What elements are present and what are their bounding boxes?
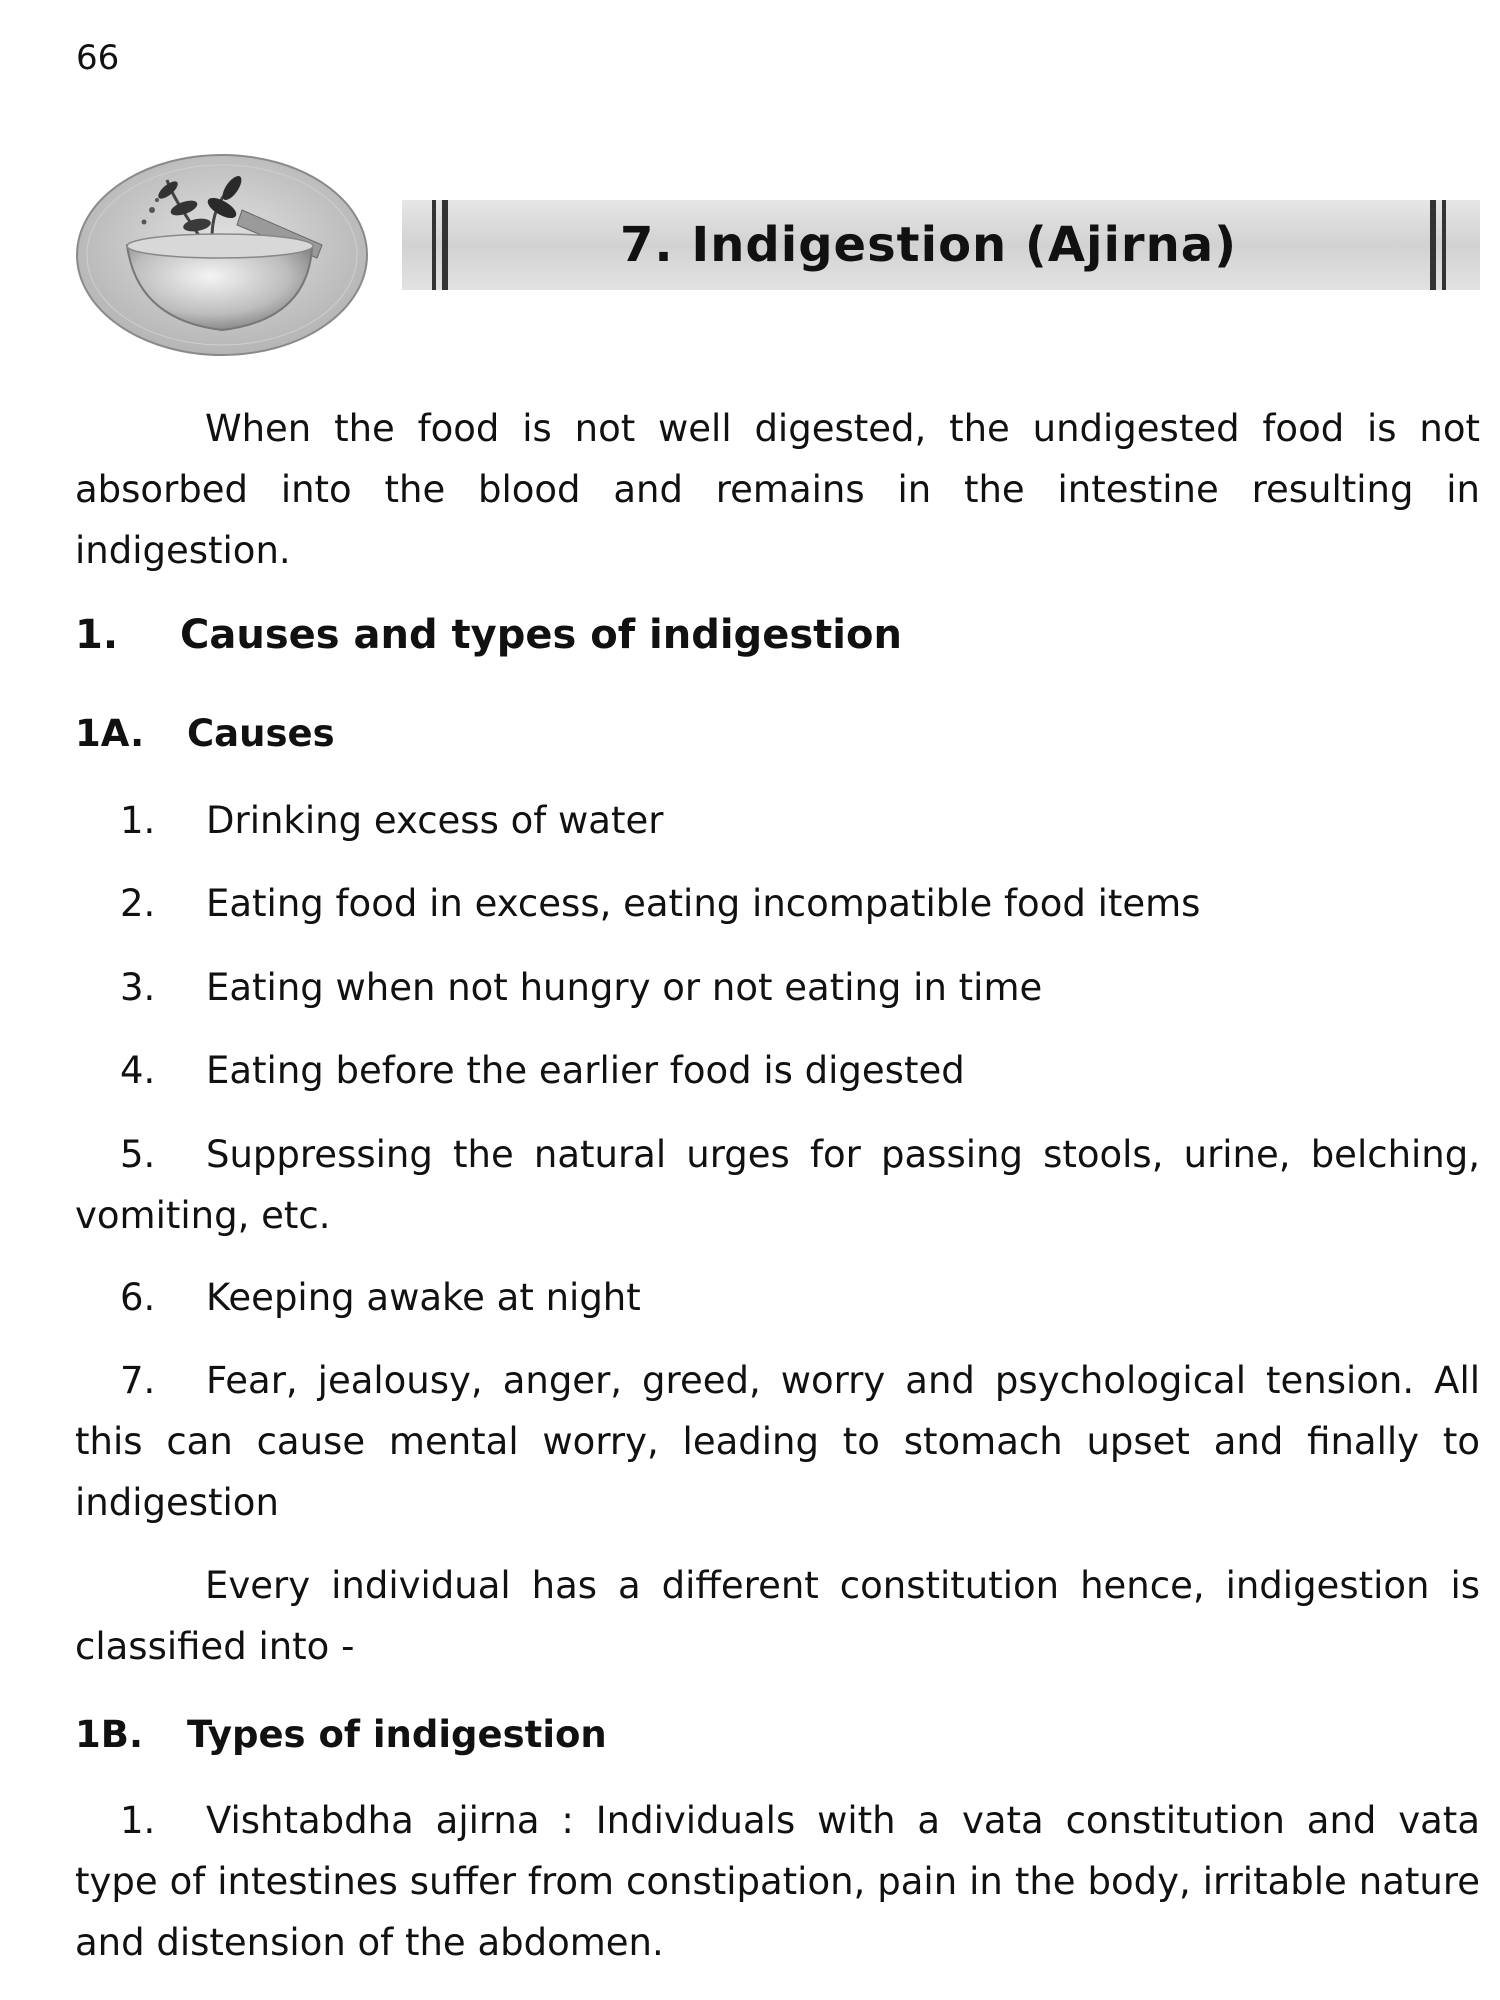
section-1b-title: Types of indigestion: [187, 1713, 607, 1756]
list-item-text: Vishtabdha ajirna : Individuals with a vata constitution and vata type of intestines suffer from constipation, pain in the body, irritable nature and distension of the abdomen.: [75, 1799, 1480, 1964]
list-item-text: Suppressing the natural urges for passing stools, urine, belching, vomiting, etc.: [75, 1133, 1480, 1237]
constitution-paragraph: Every individual has a different constitution hence, indigestion is classified into -: [75, 1564, 1480, 1668]
list-item: [120, 873, 1200, 934]
title-bar-left-2: [442, 200, 448, 290]
section-1a-title: Causes: [187, 712, 335, 755]
section-1b-number: 1B.: [75, 1713, 144, 1756]
intro-paragraph: When the food is not well digested, the undigested food is not absorbed into the blood and remains in the intestine resulting in indigestion.: [75, 407, 1480, 572]
list-item-number: 4.: [120, 1049, 156, 1092]
list-item-number: 1.: [120, 799, 156, 842]
list-item-number: 1.: [120, 1799, 156, 1842]
list-item: [120, 957, 1042, 1018]
list-item: [75, 1790, 1480, 1973]
section-1-number: 1.: [75, 612, 119, 658]
list-item-text: Fear, jealousy, anger, greed, worry and psychological tension. All this can cause mental worry, leading to stomach upset and finally to indigestion: [75, 1359, 1480, 1524]
list-item-number: 6.: [120, 1276, 156, 1319]
list-item-text: Eating food in excess, eating incompatible food items: [206, 882, 1201, 925]
section-1a-number: 1A.: [75, 712, 145, 755]
list-item-number: 2.: [120, 882, 156, 925]
title-bar-left-1: [432, 200, 436, 290]
list-item-number: 3.: [120, 966, 156, 1009]
list-item: [75, 1124, 1480, 1246]
list-item-number: 5.: [120, 1133, 156, 1176]
list-item-text: Keeping awake at night: [206, 1276, 641, 1319]
title-bar-right-1: [1430, 200, 1436, 290]
list-item-number: 7.: [120, 1359, 156, 1402]
list-item-text: Eating when not hungry or not eating in time: [206, 966, 1043, 1009]
list-item: [120, 1040, 965, 1101]
page-number: 66: [76, 38, 120, 78]
list-item-text: Drinking excess of water: [206, 799, 664, 842]
list-item: [75, 1350, 1480, 1533]
list-item-text: Eating before the earlier food is digested: [206, 1049, 965, 1092]
list-item: [120, 1267, 641, 1328]
list-item: [120, 790, 663, 851]
mortar-herb-icon: [72, 150, 372, 360]
section-1-heading: [75, 612, 902, 658]
chapter-title: 7. Indigestion (Ajirna): [620, 217, 1238, 273]
section-1-title: Causes and types of indigestion: [180, 612, 902, 658]
title-bar-right-2: [1442, 200, 1446, 290]
section-1a-heading: [75, 712, 335, 755]
section-1b-heading: [75, 1713, 607, 1756]
